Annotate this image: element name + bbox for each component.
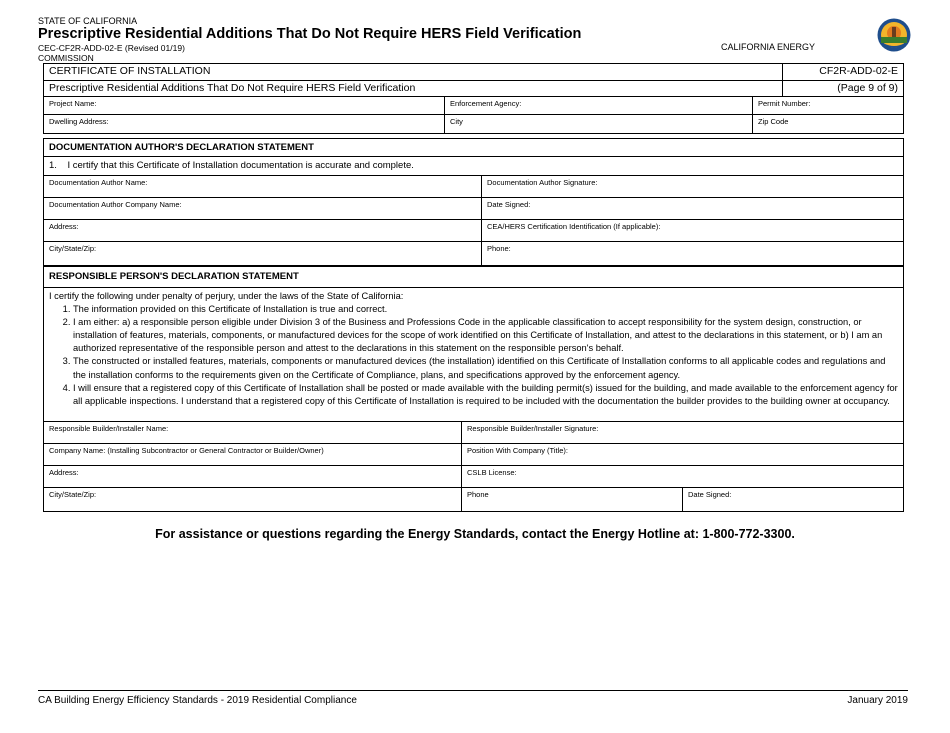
builder-phone-field[interactable]: Phone [462, 488, 683, 511]
author-heading: DOCUMENTATION AUTHOR'S DECLARATION STATEMENT [49, 142, 314, 153]
project-row [44, 97, 903, 115]
author-address-row [44, 220, 903, 242]
responsible-item: 3. The constructed or installed features, materials, components or manufactured devices (the installation) identified on this Certificate of Installation conforms to all applicable codes and regulations and the installation conforms to the requirements given on the Certificate of Compliance, plans, and specifications approved by the enforcement agency. [73, 355, 898, 381]
footer-date: January 2019 [847, 695, 908, 706]
project-name-field[interactable]: Project Name: [44, 97, 445, 114]
builder-position-field[interactable]: Position With Company (Title): [467, 446, 569, 455]
page-number: (Page 9 of 9) [837, 82, 898, 94]
certificate-block [43, 63, 904, 134]
responsible-section [43, 266, 904, 512]
footer-divider [38, 690, 908, 691]
builder-signature-field[interactable]: Responsible Builder/Installer Signature: [467, 424, 599, 433]
builder-address-row [44, 466, 903, 488]
author-address-field[interactable]: Address: [44, 220, 482, 241]
author-statement-row [44, 157, 903, 176]
author-date-signed-field[interactable]: Date Signed: [487, 200, 531, 209]
permit-number-field[interactable]: Permit Number: [758, 99, 811, 108]
certificate-code: CF2R-ADD-02-E [819, 65, 898, 77]
commission-line2: COMMISSION [38, 53, 94, 63]
certificate-subtitle: Prescriptive Residential Additions That Do Not Require HERS Field Verification [44, 81, 783, 96]
responsible-intro: I certify the following under penalty of perjury, under the laws of the State of California: [49, 291, 404, 301]
author-name-row [44, 176, 903, 198]
builder-name-row [44, 422, 903, 444]
dwelling-row [44, 115, 903, 133]
responsible-list [49, 303, 898, 408]
certificate-name: CERTIFICATE OF INSTALLATION [44, 64, 783, 80]
footer-standards: CA Building Energy Efficiency Standards - 2019 Residential Compliance [38, 695, 357, 706]
responsible-statement [44, 288, 903, 422]
enforcement-agency-field[interactable]: Enforcement Agency: [445, 97, 753, 114]
responsible-heading: RESPONSIBLE PERSON'S DECLARATION STATEMENT [49, 271, 299, 282]
form-id-revision: CEC-CF2R-ADD-02-E (Revised 01/19) [38, 43, 185, 53]
builder-city-row [44, 488, 903, 511]
author-city-row [44, 242, 903, 265]
energy-hotline-notice: For assistance or questions regarding the Energy Standards, contact the Energy Hotline at: 1-800-772-3300. [155, 527, 795, 541]
builder-company-field[interactable]: Company Name: (Installing Subcontractor or General Contractor or Builder/Owner) [44, 444, 462, 465]
certificate-name-row [44, 64, 903, 81]
author-company-row [44, 198, 903, 220]
builder-name-field[interactable]: Responsible Builder/Installer Name: [44, 422, 462, 443]
form-title: Prescriptive Residential Additions That Do Not Require HERS Field Verification [38, 26, 582, 42]
builder-city-state-zip-field[interactable]: City/State/Zip: [44, 488, 462, 511]
responsible-item: 1. The information provided on this Certificate of Installation is true and correct. [73, 303, 898, 316]
author-city-state-zip-field[interactable]: City/State/Zip: [44, 242, 482, 265]
dwelling-address-field[interactable]: Dwelling Address: [44, 115, 445, 133]
responsible-item: 2. I am either: a) a responsible person eligible under Division 3 of the Business and Professions Code in the applicable classification to accept responsibility for the system design, construction, or installation of features, materials, components, or manufactured devices for the scope of work identified on this Certificate of Installation, and attest to the declarations in this statement, or b) I am an authorized representative of the responsible person and attest to the declarations in this statement on the responsible person's behalf. [73, 316, 898, 355]
responsible-heading-row [44, 267, 903, 288]
author-phone-field[interactable]: Phone: [487, 244, 511, 253]
author-heading-row [44, 139, 903, 157]
author-name-field[interactable]: Documentation Author Name: [44, 176, 482, 197]
author-statement: 1. I certify that this Certificate of Installation documentation is accurate and complete. [49, 160, 414, 171]
builder-company-row [44, 444, 903, 466]
builder-address-field[interactable]: Address: [44, 466, 462, 487]
zip-code-field[interactable]: Zip Code [758, 117, 789, 126]
author-section [43, 138, 904, 266]
california-energy-commission-seal-icon [877, 18, 911, 52]
cslb-license-field[interactable]: CSLB License: [467, 468, 517, 477]
city-field[interactable]: City [445, 115, 753, 133]
state-label: STATE OF CALIFORNIA [38, 16, 138, 26]
author-signature-field[interactable]: Documentation Author Signature: [487, 178, 598, 187]
builder-date-signed-field[interactable]: Date Signed: [688, 490, 732, 499]
commission-line1: CALIFORNIA ENERGY [721, 42, 816, 52]
cea-hers-field[interactable]: CEA/HERS Certification Identification (If applicable): [487, 222, 661, 231]
form-id-block [38, 43, 185, 63]
certificate-subtitle-row [44, 81, 903, 97]
author-company-field[interactable]: Documentation Author Company Name: [44, 198, 482, 219]
responsible-item: 4. I will ensure that a registered copy of this Certificate of Installation shall be posted or made available with the building permit(s) issued for the building, and made available to the enforcement agency for all applicable inspections. I understand that a registered copy of this Certificate of Installation is required to be included with the documentation the builder provides to the building owner at occupancy. [73, 382, 898, 408]
